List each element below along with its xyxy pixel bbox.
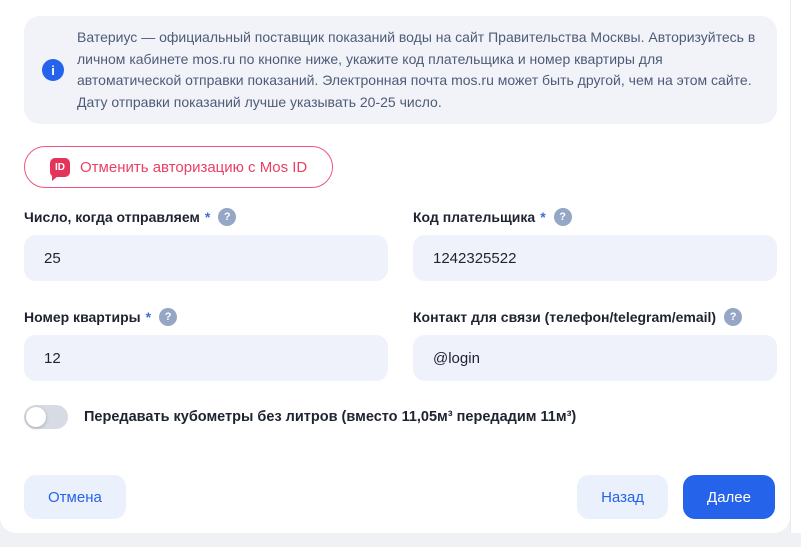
footer-right-buttons <box>577 475 775 519</box>
cubic-meters-toggle-row <box>24 405 777 429</box>
field-label-row <box>413 208 777 226</box>
mos-id-icon: ID <box>50 158 70 177</box>
send-day-input[interactable] <box>24 235 388 281</box>
field-payer-code <box>413 208 777 281</box>
cancel-mos-id-auth-label: Отменить авторизацию с Mos ID <box>80 158 308 176</box>
info-banner-text: Ватериус — официальный поставщик показаний воды на сайт Правительства Москвы. Авторизуйтесь в личном кабинете mos.ru по кнопке ниже, укажите код плательщика и номер квартиры для автоматической отправки показаний. Электронная почта mos.ru может быть другой, чем на этом сайте. Дату отправки показаний лучше указывать 20-25 число. <box>77 29 756 110</box>
scroll-gutter <box>790 0 801 533</box>
help-icon[interactable]: ? <box>218 208 236 226</box>
cubic-meters-toggle-label: Передавать кубометры без литров (вместо 11,05м³ передадим 11м³) <box>84 409 577 425</box>
info-icon: i <box>42 59 64 81</box>
toggle-knob <box>26 407 46 427</box>
field-send-day <box>24 208 388 281</box>
help-icon[interactable]: ? <box>554 208 572 226</box>
cubic-meters-toggle[interactable] <box>24 405 68 429</box>
field-apartment <box>24 308 388 381</box>
cancel-button[interactable]: Отмена <box>24 475 126 519</box>
cancel-mos-id-auth-button[interactable] <box>24 146 333 188</box>
contact-input[interactable] <box>413 335 777 381</box>
required-asterisk: * <box>204 209 211 225</box>
contact-label: Контакт для связи (телефон/telegram/email) <box>413 309 717 325</box>
back-button[interactable]: Назад <box>577 475 668 519</box>
next-button[interactable]: Далее <box>683 475 775 519</box>
help-icon[interactable]: ? <box>159 308 177 326</box>
field-label-row <box>24 208 388 226</box>
modal-footer <box>24 475 775 519</box>
required-asterisk: * <box>540 209 546 225</box>
payer-code-input[interactable] <box>413 235 777 281</box>
settings-form <box>24 208 777 381</box>
apartment-input[interactable] <box>24 335 388 381</box>
help-icon[interactable]: ? <box>724 308 742 326</box>
apartment-label: Номер квартиры <box>24 309 141 325</box>
info-banner <box>24 16 777 124</box>
payer-code-label: Код плательщика <box>413 209 536 225</box>
field-label-row <box>413 308 777 326</box>
field-label-row <box>24 308 388 326</box>
required-asterisk: * <box>145 309 152 325</box>
field-contact <box>413 308 777 381</box>
send-day-label: Число, когда отправляем <box>24 209 200 225</box>
